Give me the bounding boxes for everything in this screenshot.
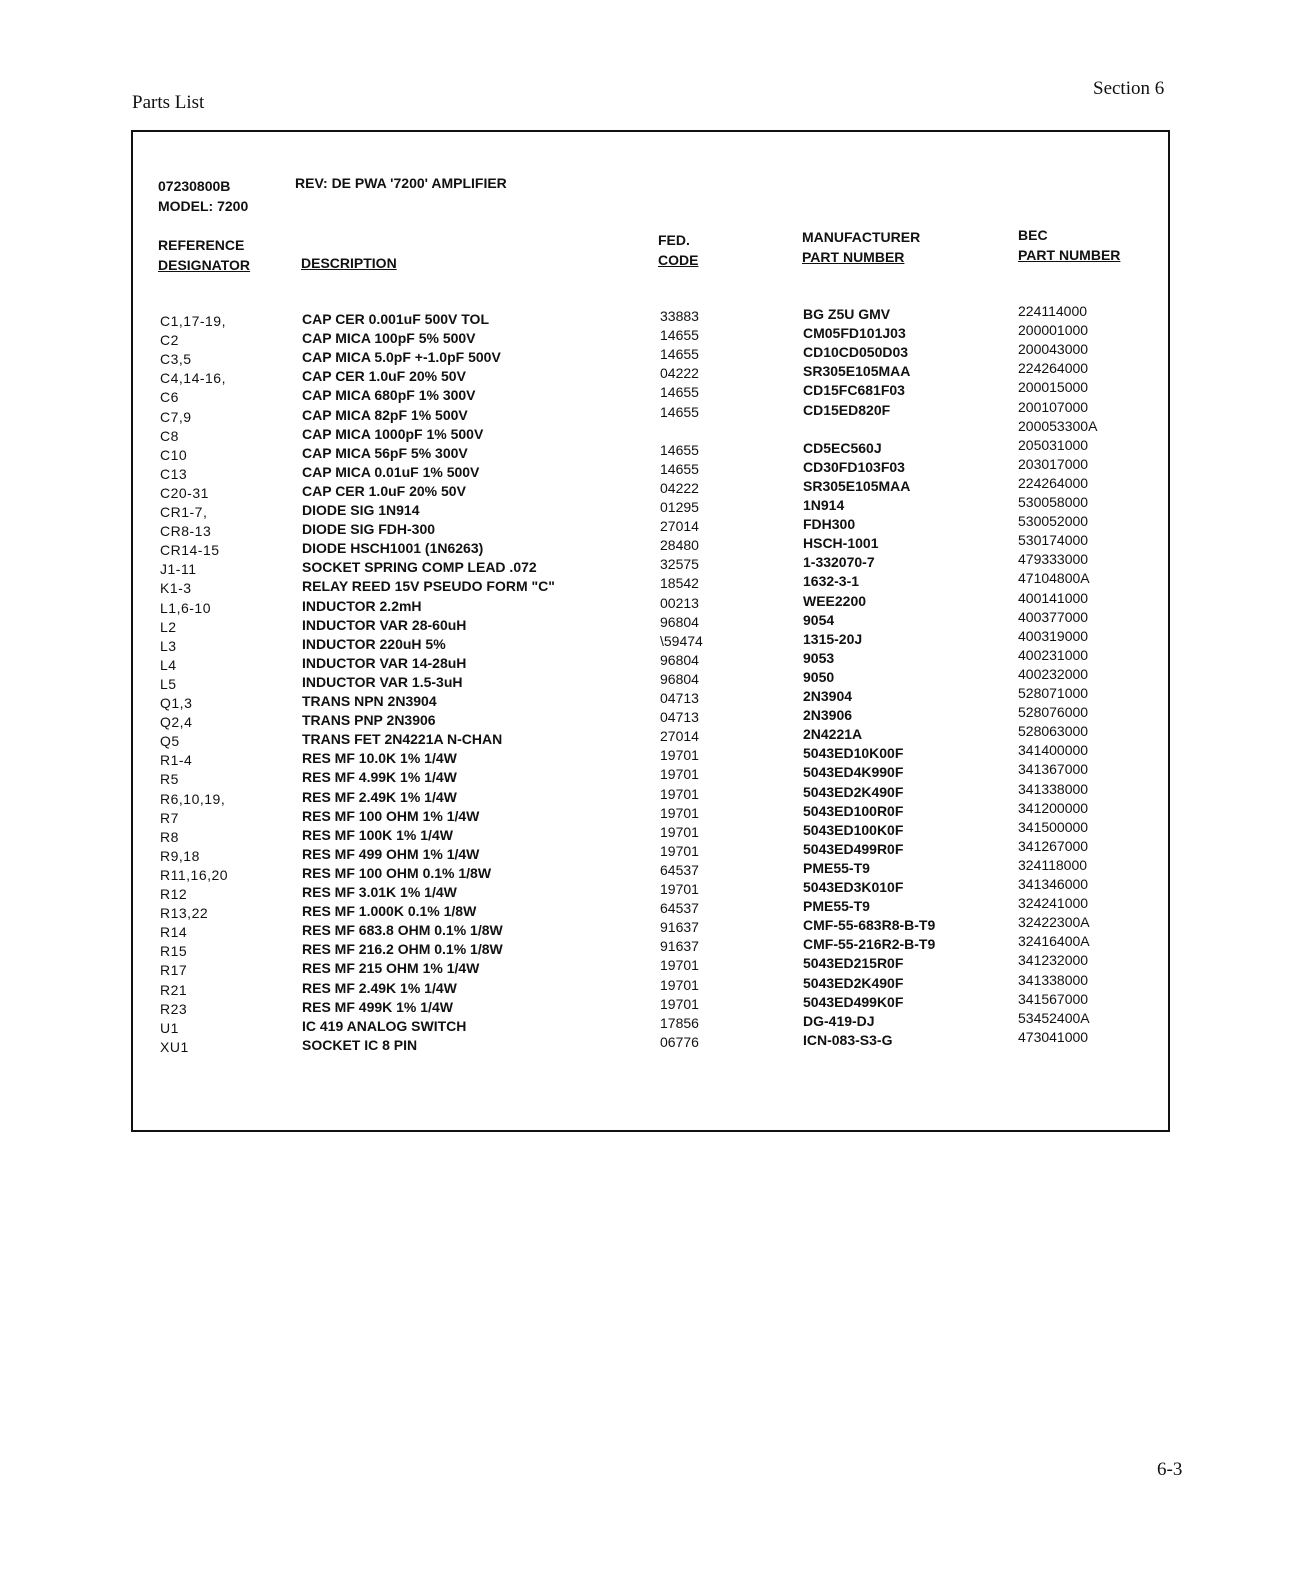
cell-reference: C1,17-19,: [160, 313, 226, 329]
col-header-bec-line1: BEC: [1018, 227, 1048, 243]
header-left-title: Parts List: [132, 92, 205, 113]
cell-reference: R17: [160, 962, 188, 979]
cell-bec-part: 200053300A: [1018, 417, 1098, 434]
cell-bec-part: 203017000: [1018, 455, 1089, 472]
parts-list-frame: [131, 130, 1170, 1132]
cell-bec-part: 224264000: [1018, 474, 1089, 491]
col-header-reference: [158, 235, 250, 275]
cell-description: INDUCTOR VAR 28-60uH: [302, 616, 467, 633]
col-header-bec: [1018, 225, 1120, 265]
cell-reference: R6,10,19,: [160, 790, 226, 807]
col-header-reference-line2: DESIGNATOR: [158, 257, 251, 273]
cell-reference: C4,14-16,: [160, 370, 226, 387]
cell-fed-code: 19701: [660, 976, 699, 993]
cell-description: SOCKET IC 8 PIN: [302, 1036, 418, 1053]
cell-fed-code: 19701: [660, 842, 699, 859]
cell-description: CAP CER 1.0uF 20% 50V: [302, 368, 466, 385]
cell-mfr-part: 9053: [803, 649, 835, 666]
cell-bec-part: 341232000: [1018, 952, 1089, 969]
cell-fed-code: 96804: [660, 651, 699, 668]
cell-reference: CR1-7,: [160, 504, 208, 520]
cell-mfr-part: BG Z5U GMV: [803, 306, 891, 322]
cell-description: CAP MICA 0.01uF 1% 500V: [302, 463, 480, 480]
col-header-manufacturer: [802, 227, 920, 267]
cell-mfr-part: 5043ED499R0F: [803, 840, 904, 857]
cell-bec-part: 224114000: [1018, 303, 1088, 319]
cell-fed-code: 64537: [660, 900, 699, 917]
cell-description: RES MF 100K 1% 1/4W: [302, 826, 453, 843]
cell-fed-code: 00213: [660, 594, 699, 611]
cell-description: SOCKET SPRING COMP LEAD .072: [302, 559, 537, 576]
cell-description: CAP MICA 1000pF 1% 500V: [302, 425, 484, 442]
cell-mfr-part: FDH300: [803, 516, 856, 533]
cell-description: INDUCTOR VAR 14-28uH: [302, 654, 467, 671]
cell-bec-part: 341267000: [1018, 837, 1089, 854]
cell-mfr-part: 1N914: [803, 497, 845, 513]
cell-bec-part: 341367000: [1018, 761, 1089, 778]
cell-reference: CR8-13: [160, 523, 212, 540]
cell-bec-part: 53452400A: [1018, 1009, 1090, 1026]
cell-reference: R1-4: [160, 752, 193, 769]
col-header-fed-code: [658, 230, 698, 270]
cell-mfr-part: SR305E105MAA: [803, 363, 911, 380]
cell-bec-part: 530052000: [1018, 513, 1089, 530]
cell-description: RES MF 499K 1% 1/4W: [302, 998, 453, 1015]
cell-description: RES MF 215 OHM 1% 1/4W: [302, 960, 480, 977]
cell-mfr-part: 5043ED4K990F: [803, 764, 904, 781]
cell-reference: R8: [160, 828, 179, 845]
cell-description: DIODE HSCH1001 (1N6263): [302, 540, 484, 557]
col-header-mfr-line1: MANUFACTURER: [802, 229, 921, 245]
cell-bec-part: 473041000: [1018, 1028, 1089, 1045]
cell-mfr-part: WEE2200: [803, 592, 867, 609]
cell-mfr-part: ICN-083-S3-G: [803, 1031, 893, 1048]
cell-fed-code: 14655: [660, 346, 699, 363]
cell-fed-code: 32575: [660, 556, 699, 573]
cell-reference: R5: [160, 771, 179, 788]
cell-description: CAP MICA 680pF 1% 300V: [302, 387, 476, 404]
cell-fed-code: 18542: [660, 575, 699, 592]
cell-reference: R14: [160, 924, 188, 941]
cell-description: INDUCTOR VAR 1.5-3uH: [302, 673, 463, 690]
cell-reference: CR14-15: [160, 542, 220, 559]
cell-bec-part: 200001000: [1018, 322, 1089, 339]
cell-reference: Q1,3: [160, 695, 193, 711]
cell-fed-code: 14655: [660, 327, 699, 344]
cell-fed-code: 19701: [660, 804, 699, 821]
cell-description: CAP MICA 82pF 1% 500V: [302, 406, 468, 423]
cell-bec-part: 528063000: [1018, 723, 1089, 740]
cell-description: DIODE SIG FDH-300: [302, 521, 436, 538]
cell-fed-code: 96804: [660, 613, 699, 630]
cell-bec-part: 400319000: [1018, 627, 1089, 644]
cell-description: RES MF 499 OHM 1% 1/4W: [302, 845, 480, 862]
cell-description: RES MF 100 OHM 1% 1/4W: [302, 807, 480, 824]
cell-description: RES MF 683.8 OHM 0.1% 1/8W: [302, 922, 503, 939]
cell-bec-part: 400232000: [1018, 665, 1089, 682]
cell-fed-code: 04713: [660, 690, 699, 706]
cell-reference: L4: [160, 656, 177, 673]
cell-mfr-part: 2N4221A: [803, 726, 863, 743]
cell-bec-part: 224264000: [1018, 360, 1089, 377]
cell-fed-code: 19701: [660, 785, 699, 802]
col-header-description-label: DESCRIPTION: [301, 255, 397, 271]
cell-description: RES MF 2.49K 1% 1/4W: [302, 979, 457, 996]
cell-bec-part: 341567000: [1018, 990, 1089, 1007]
assembly-part-id: 07230800B: [158, 178, 231, 194]
cell-bec-part: 341500000: [1018, 818, 1089, 835]
cell-mfr-part: 5043ED499K0F: [803, 993, 904, 1010]
cell-fed-code: 01295: [660, 499, 699, 515]
cell-mfr-part: 9054: [803, 611, 835, 628]
cell-description: TRANS FET 2N4221A N-CHAN: [302, 731, 503, 748]
cell-reference: R7: [160, 809, 179, 826]
cell-description: INDUCTOR 2.2mH: [302, 597, 422, 614]
cell-fed-code: 64537: [660, 861, 699, 878]
cell-bec-part: 341338000: [1018, 971, 1089, 988]
col-header-fed-line1: FED.: [658, 232, 690, 248]
cell-fed-code: 91637: [660, 919, 699, 936]
cell-fed-code: 91637: [660, 938, 699, 955]
cell-mfr-part: CD15FC681F03: [803, 382, 905, 399]
cell-mfr-part: CD10CD050D03: [803, 344, 909, 361]
cell-bec-part: 324241000: [1018, 895, 1089, 912]
cell-reference: C10: [160, 446, 188, 463]
cell-reference: L1,6-10: [160, 599, 211, 616]
cell-mfr-part: CD5EC560J: [803, 439, 882, 456]
cell-mfr-part: CD30FD103F03: [803, 458, 905, 475]
cell-description: RES MF 1.000K 0.1% 1/8W: [302, 903, 477, 920]
cell-mfr-part: 5043ED100R0F: [803, 802, 904, 819]
cell-reference: C8: [160, 427, 179, 444]
cell-reference: R15: [160, 943, 188, 960]
cell-fed-code: 14655: [660, 403, 699, 420]
cell-mfr-part: SR305E105MAA: [803, 477, 911, 494]
cell-mfr-part: 9050: [803, 668, 835, 685]
cell-reference: R12: [160, 886, 188, 902]
cell-mfr-part: DG-419-DJ: [803, 1012, 875, 1029]
cell-reference: Q5: [160, 733, 180, 750]
cell-fed-code: 14655: [660, 441, 699, 458]
cell-fed-code: 19701: [660, 747, 699, 764]
cell-mfr-part: 5043ED215R0F: [803, 955, 904, 972]
cell-reference: L2: [160, 618, 177, 635]
cell-description: CAP CER 0.001uF 500V TOL: [302, 311, 489, 327]
cell-fed-code: 19701: [660, 957, 699, 974]
cell-bec-part: 341346000: [1018, 876, 1089, 892]
cell-description: RES MF 3.01K 1% 1/4W: [302, 884, 457, 900]
cell-description: RES MF 216.2 OHM 0.1% 1/8W: [302, 941, 503, 958]
cell-reference: Q2,4: [160, 714, 193, 731]
cell-mfr-part: CD15ED820F: [803, 401, 891, 418]
cell-fed-code: 27014: [660, 518, 699, 535]
col-header-mfr-line2: PART NUMBER: [802, 249, 905, 265]
cell-mfr-part: 1632-3-1: [803, 573, 860, 590]
cell-fed-code: 04222: [660, 479, 699, 496]
cell-description: TRANS NPN 2N3904: [302, 693, 437, 709]
cell-reference: C20-31: [160, 484, 209, 501]
cell-mfr-part: 5043ED100K0F: [803, 821, 904, 838]
cell-description: RELAY REED 15V PSEUDO FORM "C": [302, 578, 555, 595]
cell-bec-part: 341338000: [1018, 780, 1089, 797]
cell-bec-part: 200015000: [1018, 379, 1089, 396]
cell-description: CAP MICA 5.0pF +-1.0pF 500V: [302, 349, 501, 366]
cell-bec-part: 205031000: [1018, 436, 1089, 453]
cell-reference: R9,18: [160, 847, 200, 864]
cell-fed-code: 33883: [660, 308, 699, 324]
cell-description: CAP CER 1.0uF 20% 50V: [302, 482, 466, 499]
cell-bec-part: 528076000: [1018, 704, 1089, 721]
col-header-reference-line1: REFERENCE: [158, 237, 245, 253]
cell-fed-code: 04222: [660, 365, 699, 382]
cell-mfr-part: 2N3906: [803, 707, 853, 724]
cell-description: RES MF 10.0K 1% 1/4W: [302, 750, 457, 767]
cell-mfr-part: 5043ED10K00F: [803, 745, 904, 762]
cell-mfr-part: PME55-T9: [803, 898, 870, 915]
cell-reference: C7,9: [160, 408, 192, 425]
cell-bec-part: 32422300A: [1018, 914, 1090, 931]
cell-reference: R21: [160, 981, 188, 998]
cell-bec-part: 32416400A: [1018, 933, 1090, 950]
cell-mfr-part: CMF-55-683R8-B-T9: [803, 917, 936, 934]
cell-description: RES MF 100 OHM 0.1% 1/8W: [302, 864, 492, 881]
cell-reference: C13: [160, 465, 188, 482]
cell-bec-part: 400377000: [1018, 608, 1089, 625]
cell-mfr-part: 5043ED3K010F: [803, 879, 904, 895]
cell-bec-part: 400141000: [1018, 589, 1089, 606]
cell-description: DIODE SIG 1N914: [302, 502, 420, 518]
cell-reference: R23: [160, 1000, 188, 1017]
cell-bec-part: 400231000: [1018, 646, 1089, 663]
cell-bec-part: 479333000: [1018, 551, 1089, 568]
cell-bec-part: 47104800A: [1018, 570, 1090, 587]
cell-mfr-part: 2N3904: [803, 688, 853, 704]
cell-fed-code: 27014: [660, 728, 699, 745]
cell-bec-part: 200043000: [1018, 341, 1089, 358]
cell-fed-code: 96804: [660, 670, 699, 687]
cell-fed-code: 19701: [660, 995, 699, 1012]
cell-mfr-part: PME55-T9: [803, 859, 870, 876]
cell-mfr-part: CM05FD101J03: [803, 325, 906, 342]
cell-reference: C3,5: [160, 351, 192, 368]
cell-description: CAP MICA 56pF 5% 300V: [302, 444, 468, 461]
cell-description: RES MF 2.49K 1% 1/4W: [302, 788, 457, 805]
cell-description: TRANS PNP 2N3906: [302, 712, 436, 729]
cell-mfr-part: 5043ED2K490F: [803, 783, 904, 800]
cell-bec-part: 530058000: [1018, 494, 1089, 510]
cell-bec-part: 200107000: [1018, 398, 1089, 415]
col-header-description: [301, 253, 397, 273]
cell-description: CAP MICA 100pF 5% 500V: [302, 330, 476, 347]
cell-bec-part: 324118000: [1018, 856, 1088, 873]
cell-mfr-part: CMF-55-216R2-B-T9: [803, 936, 936, 953]
cell-reference: J1-11: [160, 561, 197, 578]
header-section: Section 6: [1093, 78, 1165, 99]
assembly-revision: REV: DE PWA '7200' AMPLIFIER: [295, 175, 507, 191]
cell-bec-part: 528071000: [1018, 685, 1089, 701]
cell-fed-code: \59474: [660, 632, 703, 649]
cell-reference: C6: [160, 389, 179, 406]
cell-bec-part: 341200000: [1018, 799, 1089, 816]
cell-mfr-part: 5043ED2K490F: [803, 974, 904, 991]
cell-bec-part: 530174000: [1018, 532, 1089, 549]
cell-fed-code: 14655: [660, 460, 699, 477]
cell-fed-code: 19701: [660, 823, 699, 840]
col-header-fed-line2: CODE: [658, 252, 699, 268]
cell-reference: L3: [160, 637, 177, 654]
cell-description: RES MF 4.99K 1% 1/4W: [302, 769, 457, 786]
cell-fed-code: 06776: [660, 1033, 699, 1050]
cell-reference: K1-3: [160, 580, 192, 597]
cell-fed-code: 28480: [660, 537, 699, 554]
col-header-bec-line2: PART NUMBER: [1018, 247, 1121, 263]
cell-reference: U1: [160, 1019, 179, 1036]
cell-reference: C2: [160, 332, 179, 349]
cell-reference: XU1: [160, 1038, 189, 1055]
cell-fed-code: 19701: [660, 881, 699, 897]
cell-reference: L5: [160, 675, 177, 692]
page-number: 6-3: [1157, 1459, 1183, 1480]
cell-mfr-part: HSCH-1001: [803, 535, 879, 552]
cell-description: INDUCTOR 220uH 5%: [302, 635, 446, 652]
cell-bec-part: 341400000: [1018, 742, 1089, 759]
cell-fed-code: 04713: [660, 709, 699, 726]
cell-description: IC 419 ANALOG SWITCH: [302, 1017, 467, 1034]
cell-fed-code: 17856: [660, 1014, 699, 1031]
cell-fed-code: 19701: [660, 766, 699, 783]
cell-reference: R11,16,20: [160, 866, 229, 883]
cell-mfr-part: 1315-20J: [803, 630, 863, 647]
cell-fed-code: 14655: [660, 384, 699, 401]
assembly-model: MODEL: 7200: [158, 198, 249, 214]
cell-mfr-part: 1-332070-7: [803, 554, 875, 571]
cell-reference: R13,22: [160, 905, 209, 922]
